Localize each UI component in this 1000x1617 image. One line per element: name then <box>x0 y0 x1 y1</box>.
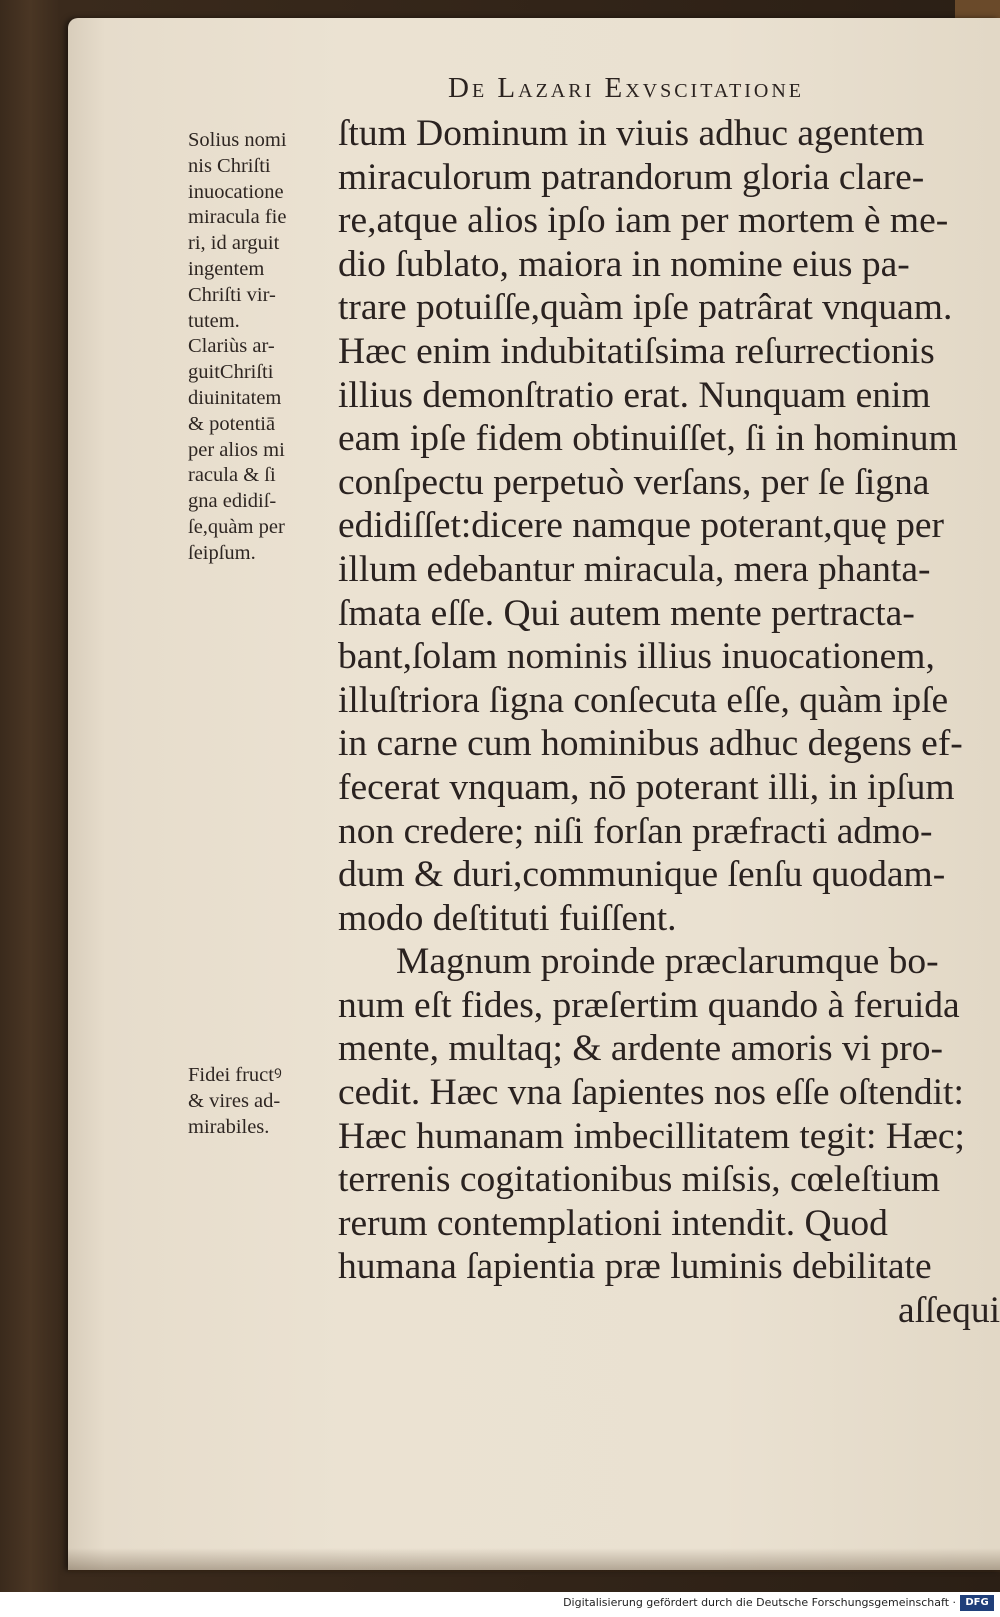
text-line: Magnum proinde præclarumque bo- <box>396 941 939 983</box>
margin-note-line: ingentem <box>188 257 265 280</box>
text-line: rerum contemplationi intendit. Quod <box>338 1202 888 1244</box>
text-line: num eſt fides, præſertim quando à feruida <box>338 984 960 1026</box>
text-line: illuſtriora ſigna conſecuta eſſe, quàm ipſe <box>338 679 949 721</box>
text-line: edidiſſet:dicere namque poterant,quę per <box>338 505 944 547</box>
text-line: illum edebantur miracula, mera phanta- <box>338 548 931 590</box>
text-line: in carne cum hominibus adhuc degens ef- <box>338 723 963 765</box>
margin-note-line: & potentiā <box>188 412 276 435</box>
margin-note-solius-nominis <box>188 128 330 567</box>
margin-note-line: inuocatione <box>188 180 284 203</box>
text-line: Hæc enim indubitatiſsima reſurrectionis <box>338 330 935 372</box>
margin-note-fidei-fructus <box>188 1063 330 1140</box>
margin-note-line: mirabiles. <box>188 1115 270 1138</box>
text-line: conſpectu perpetuò verſans, per ſe ſigna <box>338 461 930 503</box>
text-line: modo deſtituti fuiſſent. <box>338 897 677 939</box>
margin-note-line: Fidei fructꝰ <box>188 1064 282 1086</box>
text-line: illius demonſtratio erat. Nunquam enim <box>338 374 931 416</box>
text-line: ſtum Dominum in viuis adhuc agentem <box>338 113 925 154</box>
margin-note-line: per alios mi <box>188 438 285 461</box>
margin-note-line: guitChriſti <box>188 361 274 384</box>
margin-note-line: ſeipſum. <box>188 541 256 564</box>
dfg-logo: DFG <box>960 1595 994 1611</box>
margin-note-line: tutem. <box>188 309 240 332</box>
margin-note-line: racula & ſi <box>188 464 276 487</box>
margin-note-line: & vires ad- <box>188 1089 281 1112</box>
margin-note-line: Solius nomi <box>188 129 287 151</box>
page-shadow <box>68 1548 1000 1572</box>
digitization-footer <box>0 1592 1000 1617</box>
text-line: aſſequi <box>897 1290 1000 1332</box>
margin-note-line: Clariùs ar- <box>188 335 275 358</box>
book-edge <box>955 0 1000 20</box>
margin-note-line: nis Chriſti <box>188 154 271 177</box>
text-line: cedit. Hæc vna ſapientes nos eſſe oſtendit: <box>338 1072 964 1114</box>
text-line: terrenis cogitationibus miſsis, cœleſtium <box>338 1159 940 1201</box>
margin-note-line: Chriſti vir- <box>188 283 276 306</box>
margin-note-line: ri, id arguit <box>188 232 280 255</box>
margin-note-line: gna edidiſ- <box>188 490 277 513</box>
text-line: bant,ſolam nominis illius inuocationem, <box>338 636 935 678</box>
text-line: eam ipſe fidem obtinuiſſet, ſi in hominum <box>338 418 958 460</box>
margin-note-line: ſe,quàm per <box>188 515 285 538</box>
text-line: dum & duri,communique ſenſu quodam- <box>338 854 946 896</box>
text-line: humana ſapientia præ luminis debilitate <box>338 1246 932 1288</box>
text-line: Hæc humanam imbecillitatem tegit: Hæc; <box>338 1115 965 1157</box>
main-text-block <box>338 112 1000 1333</box>
text-line: ſmata eſſe. Qui autem mente pertracta- <box>338 592 915 634</box>
margin-note-line: diuinitatem <box>188 386 282 409</box>
text-line: non credere; niſi forſan præfracti admo- <box>338 810 933 852</box>
running-head: De Lazari Exvscitatione <box>448 72 805 104</box>
footer-credit: Digitalisierung gefördert durch die Deutsche Forschungsgemeinschaft · <box>563 1596 956 1609</box>
text-line: mente, multaq; & ardente amoris vi pro- <box>338 1028 944 1070</box>
margin-note-line: miracula fie <box>188 206 287 229</box>
text-line: fecerat vnquam, nō poterant illi, in ipſum <box>338 766 955 808</box>
text-line: trare potuiſſe,quàm ipſe patrârat vnquam. <box>338 287 953 329</box>
text-line: miraculorum patrandorum gloria clare- <box>338 156 925 198</box>
text-line: re,atque alios ipſo iam per mortem è me- <box>338 200 949 242</box>
text-line: dio ſublato, maiora in nomine eius pa- <box>338 243 910 285</box>
